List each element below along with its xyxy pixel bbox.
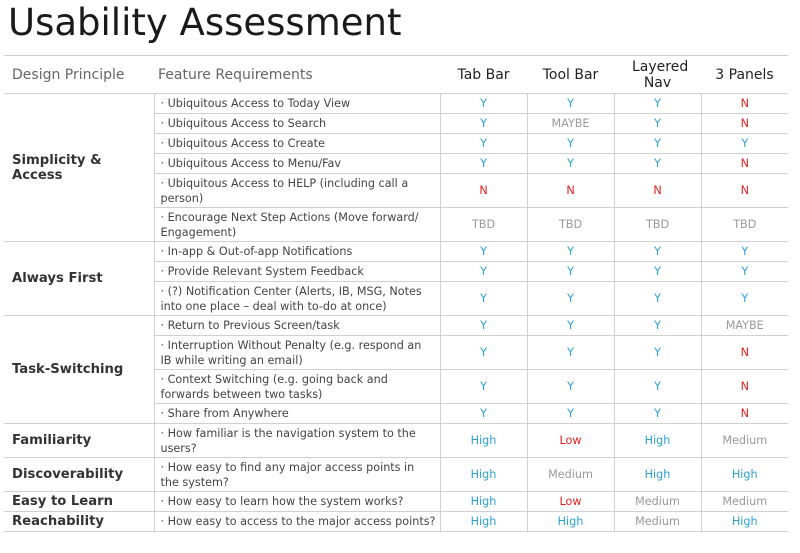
rating-cell-tool-bar: MAYBE [527,114,614,134]
table-row [4,458,788,492]
feature-requirement-cell: · Provide Relevant System Feedback [154,262,440,282]
feature-requirement-cell: · In-app & Out-of-app Notifications [154,242,440,262]
rating-cell-layered-nav: Y [614,134,701,154]
rating-cell-layered-nav: Y [614,370,701,404]
feature-requirement-cell: · (?) Notification Center (Alerts, IB, MSG, Notes into one place – deal with to-do at once) [154,282,440,316]
design-principle-cell: Easy to Learn [4,492,154,512]
table-row [4,492,788,512]
rating-cell-3-panels: High [701,458,788,492]
rating-cell-tool-bar: TBD [527,208,614,242]
feature-requirement-cell: · How familiar is the navigation system to the users? [154,424,440,458]
rating-cell-tab-bar: High [440,424,527,458]
rating-cell-3-panels: Y [701,262,788,282]
rating-cell-3-panels: N [701,336,788,370]
design-principle-cell: Task-Switching [4,316,154,424]
rating-cell-tab-bar: Y [440,114,527,134]
feature-requirement-cell: · Interruption Without Penalty (e.g. respond an IB while writing an email) [154,336,440,370]
header-layered-nav: Layered Nav [614,56,701,94]
rating-cell-layered-nav: Y [614,94,701,114]
table-row [4,316,788,336]
table-row [4,94,788,114]
rating-cell-tab-bar: Y [440,336,527,370]
rating-cell-tool-bar: Y [527,336,614,370]
rating-cell-tab-bar: Y [440,262,527,282]
table-row [4,242,788,262]
rating-cell-layered-nav: Y [614,336,701,370]
rating-cell-tab-bar: Y [440,242,527,262]
rating-cell-tab-bar: High [440,492,527,512]
rating-cell-tool-bar: Y [527,404,614,424]
rating-cell-tab-bar: TBD [440,208,527,242]
design-principle-cell: Always First [4,242,154,316]
rating-cell-layered-nav: Medium [614,492,701,512]
feature-requirement-cell: · Ubiquitous Access to Menu/Fav [154,154,440,174]
rating-cell-tab-bar: Y [440,316,527,336]
rating-cell-tool-bar: Y [527,134,614,154]
feature-requirement-cell: · Ubiquitous Access to Today View [154,94,440,114]
rating-cell-tool-bar: Low [527,424,614,458]
rating-cell-3-panels: Y [701,242,788,262]
feature-requirement-cell: · Ubiquitous Access to Search [154,114,440,134]
rating-cell-3-panels: N [701,94,788,114]
rating-cell-3-panels: Y [701,282,788,316]
rating-cell-3-panels: N [701,154,788,174]
design-principle-cell: Familiarity [4,424,154,458]
feature-requirement-cell: · How easy to find any major access points in the system? [154,458,440,492]
rating-cell-tool-bar: Y [527,316,614,336]
table-row [4,424,788,458]
feature-requirement-cell: · Context Switching (e.g. going back and forwards between two tasks) [154,370,440,404]
rating-cell-tool-bar: Y [527,154,614,174]
page-title: Usability Assessment [8,1,402,44]
rating-cell-layered-nav: High [614,458,701,492]
rating-cell-tab-bar: High [440,512,527,532]
rating-cell-layered-nav: Y [614,154,701,174]
rating-cell-tool-bar: N [527,174,614,208]
rating-cell-layered-nav: TBD [614,208,701,242]
header-3-panels: 3 Panels [701,56,788,94]
header-design-principle: Design Principle [4,56,154,94]
rating-cell-tool-bar: Y [527,370,614,404]
rating-cell-tab-bar: Y [440,404,527,424]
header-tool-bar: Tool Bar [527,56,614,94]
rating-cell-tool-bar: Y [527,262,614,282]
table-row [4,512,788,532]
rating-cell-3-panels: High [701,512,788,532]
feature-requirement-cell: · Return to Previous Screen/task [154,316,440,336]
design-principle-cell: Simplicity & Access [4,94,154,242]
rating-cell-layered-nav: Y [614,242,701,262]
header-row [4,56,788,94]
design-principle-cell: Reachability [4,512,154,532]
feature-requirement-cell: · How easy to learn how the system works? [154,492,440,512]
rating-cell-layered-nav: Y [614,316,701,336]
rating-cell-tab-bar: Y [440,282,527,316]
header-tab-bar: Tab Bar [440,56,527,94]
rating-cell-tool-bar: Y [527,242,614,262]
usability-table [4,55,788,532]
rating-cell-layered-nav: Y [614,262,701,282]
rating-cell-3-panels: N [701,404,788,424]
rating-cell-tab-bar: High [440,458,527,492]
rating-cell-tool-bar: Y [527,282,614,316]
rating-cell-tab-bar: N [440,174,527,208]
feature-requirement-cell: · Ubiquitous Access to Create [154,134,440,154]
rating-cell-3-panels: N [701,174,788,208]
feature-requirement-cell: · Ubiquitous Access to HELP (including call a person) [154,174,440,208]
rating-cell-tab-bar: Y [440,94,527,114]
rating-cell-layered-nav: High [614,424,701,458]
feature-requirement-cell: · How easy to access to the major access points? [154,512,440,532]
rating-cell-layered-nav: Y [614,404,701,424]
rating-cell-tab-bar: Y [440,134,527,154]
rating-cell-layered-nav: N [614,174,701,208]
header-feature-requirements: Feature Requirements [154,56,440,94]
rating-cell-3-panels: N [701,114,788,134]
rating-cell-tool-bar: Medium [527,458,614,492]
rating-cell-layered-nav: Y [614,282,701,316]
rating-cell-3-panels: Medium [701,424,788,458]
rating-cell-3-panels: TBD [701,208,788,242]
feature-requirement-cell: · Encourage Next Step Actions (Move forward/ Engagement) [154,208,440,242]
feature-requirement-cell: · Share from Anywhere [154,404,440,424]
rating-cell-3-panels: N [701,370,788,404]
rating-cell-layered-nav: Medium [614,512,701,532]
rating-cell-3-panels: Medium [701,492,788,512]
rating-cell-tab-bar: Y [440,370,527,404]
rating-cell-tool-bar: High [527,512,614,532]
design-principle-cell: Discoverability [4,458,154,492]
rating-cell-tool-bar: Y [527,94,614,114]
rating-cell-layered-nav: Y [614,114,701,134]
rating-cell-3-panels: MAYBE [701,316,788,336]
rating-cell-3-panels: Y [701,134,788,154]
rating-cell-tool-bar: Low [527,492,614,512]
rating-cell-tab-bar: Y [440,154,527,174]
